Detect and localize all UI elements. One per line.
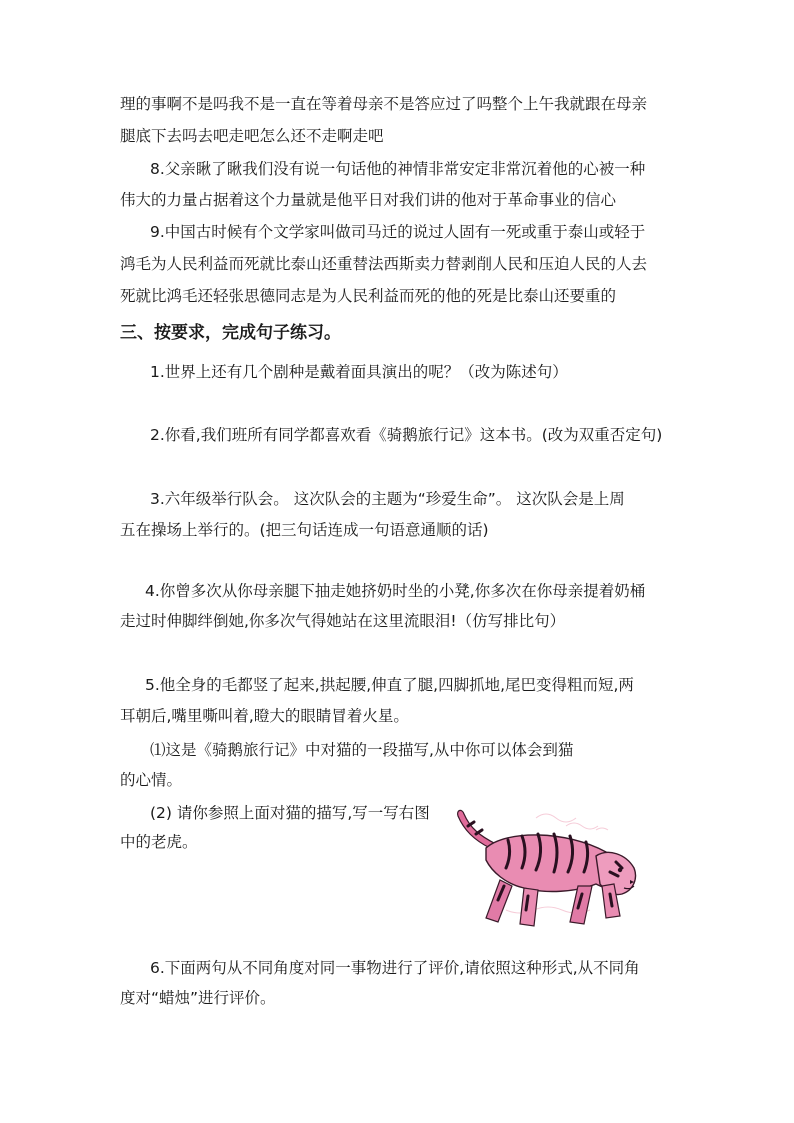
question-5-sub-1-line-2: 的心情。 <box>120 771 183 789</box>
question-4-line-1: 4.你曾多次从你母亲腿下抽走她挤奶时坐的小凳,你多次在你母亲提着奶桶 <box>145 582 646 600</box>
tiger-illustration <box>446 800 646 935</box>
paragraph-9-line-1: 9.中国古时候有个文学家叫做司马迁的说过人固有一死或重于泰山或轻于 <box>150 223 646 241</box>
paragraph-9-line-2: 鸿毛为人民利益而死就比泰山还重替法西斯卖力替剥削人民和压迫人民的人去 <box>120 255 648 273</box>
question-5-line-1: 5.他全身的毛都竖了起来,拱起腰,伸直了腿,四脚抓地,尾巴变得粗而短,两 <box>145 676 634 694</box>
question-1: 1.世界上还有几个剧种是戴着面具演出的呢？（改为陈述句） <box>150 363 568 381</box>
question-3-line-2: 五在操场上举行的。(把三句话连成一句语意通顺的话) <box>120 521 489 539</box>
question-4-line-2: 走过时伸脚绊倒她,你多次气得她站在这里流眼泪!（仿写排比句） <box>120 612 566 630</box>
section-heading: 三、按要求，完成句子练习。 <box>120 323 341 343</box>
question-5-line-2: 耳朝后,嘴里嘶叫着,瞪大的眼睛冒着火星。 <box>120 707 409 725</box>
question-3-line-1: 3.六年级举行队会。 这次队会的主题为“珍爱生命”。 这次队会是上周 <box>150 490 625 508</box>
question-6-line-2: 度对“蜡烛”进行评价。 <box>120 989 276 1007</box>
question-5-sub-1-line-1: ⑴这是《骑鹅旅行记》中对猫的一段描写,从中你可以体会到猫 <box>150 741 574 759</box>
paragraph-7-line-1: 理的事啊不是吗我不是一直在等着母亲不是答应过了吗整个上午我就跟在母亲 <box>120 95 648 113</box>
question-6-line-1: 6.下面两句从不同角度对同一事物进行了评价,请依照这种形式,从不同角 <box>150 959 640 977</box>
paragraph-7-line-2: 腿底下去吗去吧走吧怎么还不走啊走吧 <box>120 127 384 145</box>
paragraph-8-line-1: 8.父亲瞅了瞅我们没有说一句话他的神情非常安定非常沉着他的心被一种 <box>150 160 646 178</box>
paragraph-8-line-2: 伟大的力量占据着这个力量就是他平日对我们讲的他对于革命事业的信心 <box>120 191 617 209</box>
question-5-sub-2-line-2: 中的老虎。 <box>120 833 198 851</box>
question-5-sub-2-line-1: (2) 请你参照上面对猫的描写,写一写右图 <box>150 804 430 822</box>
question-2: 2.你看,我们班所有同学都喜欢看《骑鹅旅行记》这本书。(改为双重否定句) <box>150 426 663 444</box>
paragraph-9-line-3: 死就比鸿毛还轻张思德同志是为人民利益而死的他的死是比泰山还要重的 <box>120 287 617 305</box>
